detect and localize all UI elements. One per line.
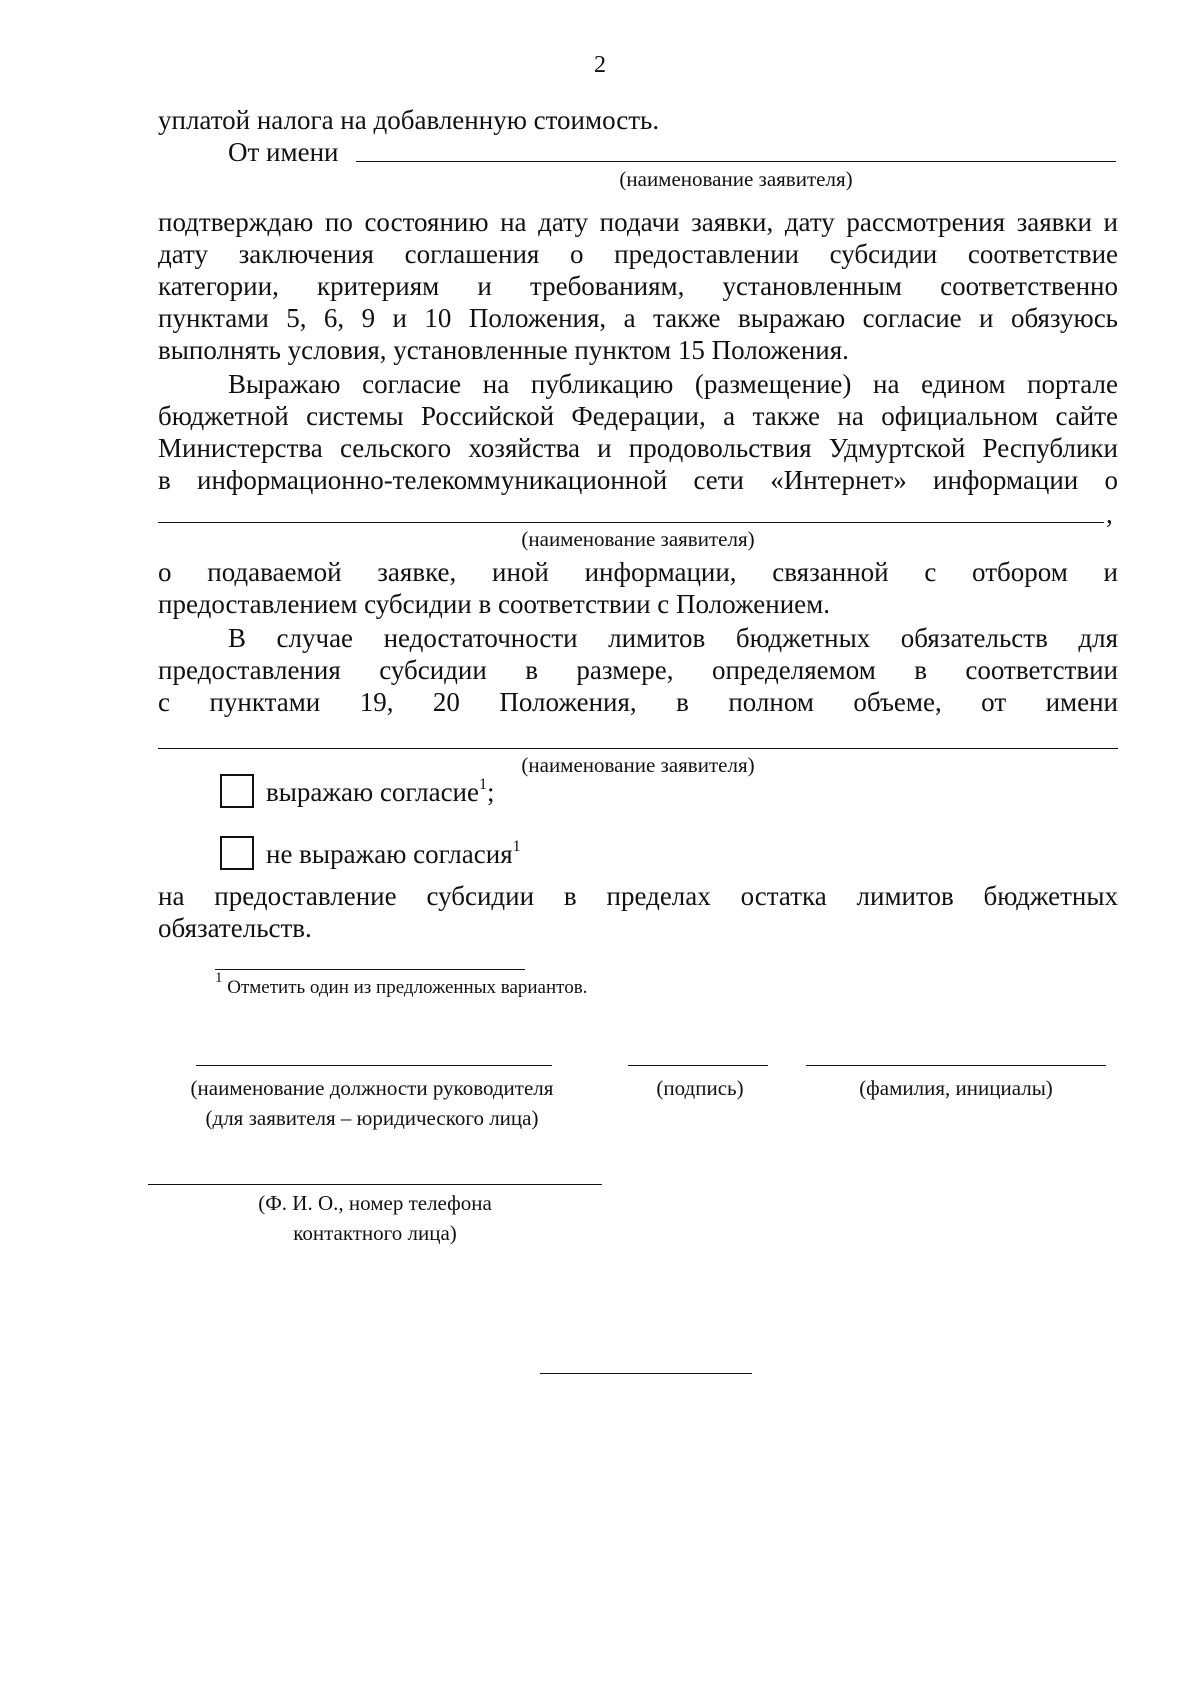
applicant-name-field[interactable]: [356, 161, 1116, 162]
paragraph-confirm-line-4: пунктами 5, 6, 9 и 10 Положения, а также выражаю согласие и обязуюсь: [158, 303, 1118, 333]
disagree-checkbox[interactable]: [220, 836, 254, 870]
paragraph-remainder-line-2: обязательств.: [158, 913, 312, 943]
paragraph-confirm-line-2: дату заключения соглашения о предоставлении субсидии соответствие: [158, 239, 1118, 269]
position-field[interactable]: [196, 1065, 552, 1066]
caption-signature: (подпись): [656, 1076, 744, 1100]
comma-mark: ,: [1106, 499, 1113, 529]
applicant-name-field-2[interactable]: [158, 522, 1104, 523]
signature-field[interactable]: [628, 1065, 768, 1066]
on-behalf-label: От имени: [228, 137, 339, 167]
paragraph-confirm-line-3: категории, критериям и требованиям, установленным соответственно: [158, 271, 1118, 301]
caption-position-2: (для заявителя – юридического лица): [205, 1106, 539, 1130]
paragraph-publish-line-2: бюджетной системы Российской Федерации, а также на официальном сайте: [158, 401, 1118, 431]
paragraph-confirm-line-5: выполнять условия, установленные пунктом 15 Положения.: [158, 335, 849, 365]
applicant-caption-3: (наименование заявителя): [521, 753, 755, 777]
option-agree-row: [220, 774, 495, 808]
paragraph-application-line-1: о подаваемой заявке, иной информации, связанной с отбором и: [158, 557, 1118, 587]
applicant-caption: (наименование заявителя): [619, 167, 853, 191]
paragraph-publish-line-3: Министерства сельского хозяйства и продовольствия Удмуртской Республики: [158, 433, 1118, 463]
end-separator: [540, 1373, 752, 1374]
paragraph-publish-line-4: в информационно-телекоммуникационной сети «Интернет» информации о: [158, 465, 1118, 495]
option-disagree-row: [220, 836, 521, 870]
applicant-name-field-3[interactable]: [158, 748, 1118, 749]
disagree-label: не выражаю согласия$^1$: [266, 838, 521, 869]
contact-field[interactable]: [148, 1184, 602, 1185]
footnote: $^1$ Отметить один из предложенных вариантов.: [215, 969, 588, 998]
page-number: 2: [594, 52, 606, 78]
caption-contact-2: контактного лица): [293, 1221, 457, 1245]
paragraph-limits-line-1: В случае недостаточности лимитов бюджетных обязательств для: [228, 623, 1118, 653]
paragraph-vat: уплатой налога на добавленную стоимость.: [158, 105, 660, 135]
caption-name: (фамилия, инициалы): [859, 1076, 1053, 1100]
caption-position-1: (наименование должности руководителя: [190, 1076, 554, 1100]
paragraph-limits-line-2: предоставления субсидии в размере, определяемом в соответствии: [158, 655, 1118, 685]
caption-contact-1: (Ф. И. О., номер телефона: [258, 1191, 492, 1215]
paragraph-publish-line-1: Выражаю согласие на публикацию (размещение) на едином портале: [228, 369, 1118, 399]
footnote-separator: [215, 969, 525, 970]
name-initials-field[interactable]: [806, 1065, 1106, 1066]
paragraph-confirm-line-1: подтверждаю по состоянию на дату подачи заявки, дату рассмотрения заявки и: [158, 207, 1118, 237]
agree-label: выражаю согласие$^1$;: [266, 776, 495, 807]
applicant-caption-2: (наименование заявителя): [521, 527, 755, 551]
paragraph-application-line-2: предоставлением субсидии в соответствии с Положением.: [158, 589, 830, 619]
paragraph-limits-line-3: с пунктами 19, 20 Положения, в полном объеме, от имени: [158, 687, 1118, 717]
agree-checkbox[interactable]: [220, 774, 254, 808]
paragraph-remainder-line-1: на предоставление субсидии в пределах остатка лимитов бюджетных: [158, 881, 1118, 911]
